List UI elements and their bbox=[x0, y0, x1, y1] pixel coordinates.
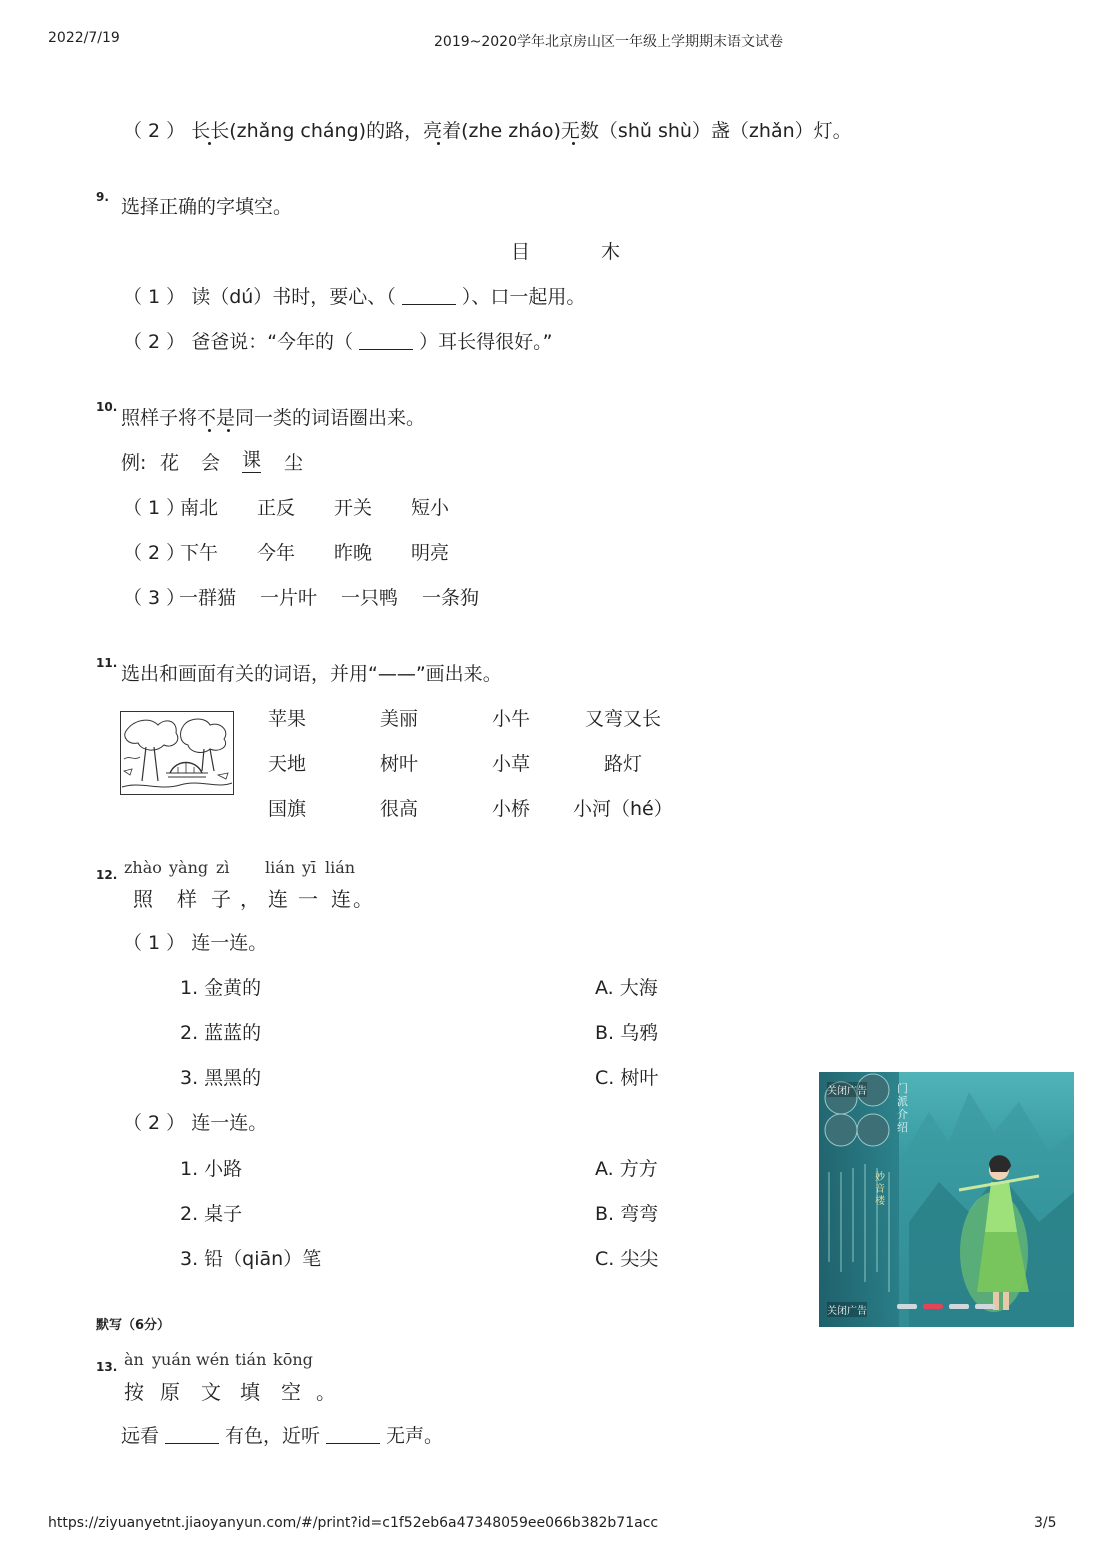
document-title: 2019~2020学年北京房山区一年级上学期期末语文试卷 bbox=[434, 34, 783, 50]
match-right: B. 弯弯 bbox=[595, 1203, 659, 1225]
example-word: 会 bbox=[201, 452, 221, 474]
title-char: 。 bbox=[353, 887, 375, 911]
pinyin-syllable: lián bbox=[325, 858, 356, 877]
question-number: 10. bbox=[96, 400, 118, 414]
ad-artwork bbox=[819, 1072, 1074, 1327]
word-option: 小牛 bbox=[492, 708, 531, 730]
title-char: 原 bbox=[160, 1380, 182, 1404]
q9-item-1-prefix: （ 1 ） 读（dú）书时，要心、（ bbox=[123, 286, 396, 308]
pinyin-syllable: tián bbox=[235, 1350, 267, 1369]
emphasis-dot bbox=[572, 142, 575, 145]
q9-item-1-suffix: ）、口一起用。 bbox=[461, 286, 586, 308]
word: 一条狗 bbox=[422, 587, 480, 609]
title-char: 连 bbox=[268, 887, 290, 911]
title-char: 。 bbox=[316, 1380, 338, 1404]
ad-close-bottom-button[interactable]: 关闭广告 bbox=[827, 1302, 867, 1317]
word-option: 小草 bbox=[492, 753, 531, 775]
question-number: 11. bbox=[96, 656, 118, 670]
q13-text-a: 远看 bbox=[121, 1425, 160, 1447]
question-number: 13. bbox=[96, 1360, 118, 1374]
q8-item-2: （ 2 ） 长长(zhǎng cháng)的路，亮着(zhe zháo)无数（shǔ shù）盏（zhǎn）灯。 bbox=[123, 120, 852, 142]
q13-text-c: 无声。 bbox=[386, 1425, 444, 1447]
emphasis-dot bbox=[227, 429, 230, 432]
title-char: 空 bbox=[281, 1380, 303, 1404]
word: 短小 bbox=[411, 497, 450, 519]
word-option: 国旗 bbox=[268, 798, 307, 820]
match-left: 2. 蓝蓝的 bbox=[180, 1022, 262, 1044]
title-char: 填 bbox=[240, 1380, 262, 1404]
row-label: （ 3 ） bbox=[123, 587, 186, 609]
title-char: 样 bbox=[177, 887, 199, 911]
question-title: 选择正确的字填空。 bbox=[121, 196, 293, 218]
word: 一只鸭 bbox=[341, 587, 399, 609]
pinyin-syllable: yuán bbox=[152, 1350, 192, 1369]
match-left: 1. 金黄的 bbox=[180, 977, 262, 999]
ad-close-top-button[interactable]: 关闭广告 bbox=[827, 1082, 867, 1097]
match-right: B. 乌鸦 bbox=[595, 1022, 659, 1044]
pinyin-syllable: lián bbox=[265, 858, 296, 877]
word-option: 很高 bbox=[380, 798, 419, 820]
section-header: 默写（6分） bbox=[96, 1318, 171, 1333]
q9-item-1 bbox=[123, 282, 585, 309]
answer-blank[interactable] bbox=[402, 288, 456, 305]
title-char: ， bbox=[240, 887, 262, 911]
word: 今年 bbox=[257, 542, 296, 564]
match-left: 3. 黑黑的 bbox=[180, 1067, 262, 1089]
match-right: A. 方方 bbox=[595, 1158, 658, 1180]
word-option: 又弯又长 bbox=[585, 708, 662, 730]
word-option: 天地 bbox=[268, 753, 307, 775]
match-left: 3. 铅（qiān）笔 bbox=[180, 1248, 322, 1270]
answer-blank[interactable] bbox=[326, 1427, 380, 1444]
title-char: 文 bbox=[201, 1380, 223, 1404]
word: 下午 bbox=[180, 542, 219, 564]
word: 明亮 bbox=[411, 542, 450, 564]
word: 开关 bbox=[334, 497, 373, 519]
example-word: 尘 bbox=[284, 452, 304, 474]
word-option: 树叶 bbox=[380, 753, 419, 775]
pinyin-syllable: wén bbox=[196, 1350, 230, 1369]
row-label: （ 1 ） bbox=[123, 497, 186, 519]
pinyin-syllable: yī bbox=[302, 858, 317, 877]
match-left: 1. 小路 bbox=[180, 1158, 243, 1180]
question-number: 12. bbox=[96, 868, 118, 882]
emphasis-dot bbox=[208, 142, 211, 145]
floating-advertisement[interactable] bbox=[819, 1072, 1074, 1327]
q12-sub-1: （ 1 ） 连一连。 bbox=[123, 932, 268, 954]
print-date: 2022/7/19 bbox=[48, 30, 120, 46]
pinyin-syllable: kōng bbox=[273, 1350, 313, 1369]
q13-line bbox=[121, 1421, 443, 1448]
word-option: 苹果 bbox=[268, 708, 307, 730]
page-url: https://ziyuanyetnt.jiaoyanyun.com/#/print?id=c1f52eb6a47348059ee066b382b71acc bbox=[48, 1515, 659, 1531]
word: 昨晚 bbox=[334, 542, 373, 564]
pinyin-syllable: zì bbox=[216, 858, 230, 877]
choice-char: 目 bbox=[511, 241, 531, 263]
ad-name-tag: 妙音楼 bbox=[875, 1172, 885, 1207]
word-option: 小河（hé） bbox=[573, 798, 673, 820]
question-title: 选出和画面有关的词语，并用“——”画出来。 bbox=[121, 663, 502, 685]
word: 一群猫 bbox=[179, 587, 237, 609]
match-right: A. 大海 bbox=[595, 977, 658, 999]
row-label: （ 2 ） bbox=[123, 542, 186, 564]
emphasis-dot bbox=[437, 142, 440, 145]
example-word-marked: 课 bbox=[242, 449, 262, 471]
match-left: 2. 桌子 bbox=[180, 1203, 243, 1225]
word: 一片叶 bbox=[260, 587, 318, 609]
pinyin-syllable: zhào bbox=[124, 858, 162, 877]
title-char: 按 bbox=[124, 1380, 146, 1404]
title-char: 照 bbox=[133, 887, 155, 911]
q9-item-2-prefix: （ 2 ） 爸爸说：“今年的（ bbox=[123, 331, 354, 353]
word-option: 小桥 bbox=[492, 798, 531, 820]
ad-side-title: 门派介绍 bbox=[897, 1082, 908, 1134]
example-label: 例: bbox=[121, 452, 147, 474]
title-char: 连 bbox=[331, 887, 353, 911]
choice-char: 木 bbox=[601, 241, 621, 263]
answer-blank[interactable] bbox=[165, 1427, 219, 1444]
word: 南北 bbox=[180, 497, 219, 519]
q13-text-b: 有色，近听 bbox=[225, 1425, 321, 1447]
word-option: 路灯 bbox=[604, 753, 643, 775]
pinyin-syllable: àn bbox=[124, 1350, 144, 1369]
title-char: 子 bbox=[211, 887, 233, 911]
q12-sub-2: （ 2 ） 连一连。 bbox=[123, 1112, 268, 1134]
word: 正反 bbox=[257, 497, 296, 519]
emphasis-dot bbox=[208, 429, 211, 432]
q9-item-2 bbox=[123, 327, 552, 354]
match-right: C. 树叶 bbox=[595, 1067, 659, 1089]
match-right: C. 尖尖 bbox=[595, 1248, 659, 1270]
title-char: 一 bbox=[298, 887, 320, 911]
answer-blank[interactable] bbox=[359, 333, 413, 350]
question-number: 9. bbox=[96, 190, 109, 204]
word-option: 美丽 bbox=[380, 708, 419, 730]
example-word: 花 bbox=[160, 452, 180, 474]
pinyin-syllable: yàng bbox=[169, 858, 209, 877]
question-title: 照样子将不是同一类的词语圈出来。 bbox=[121, 407, 426, 429]
landscape-sketch bbox=[120, 711, 234, 795]
page-number: 3/5 bbox=[1034, 1515, 1057, 1531]
q9-item-2-suffix: ）耳长得很好。” bbox=[419, 331, 553, 353]
